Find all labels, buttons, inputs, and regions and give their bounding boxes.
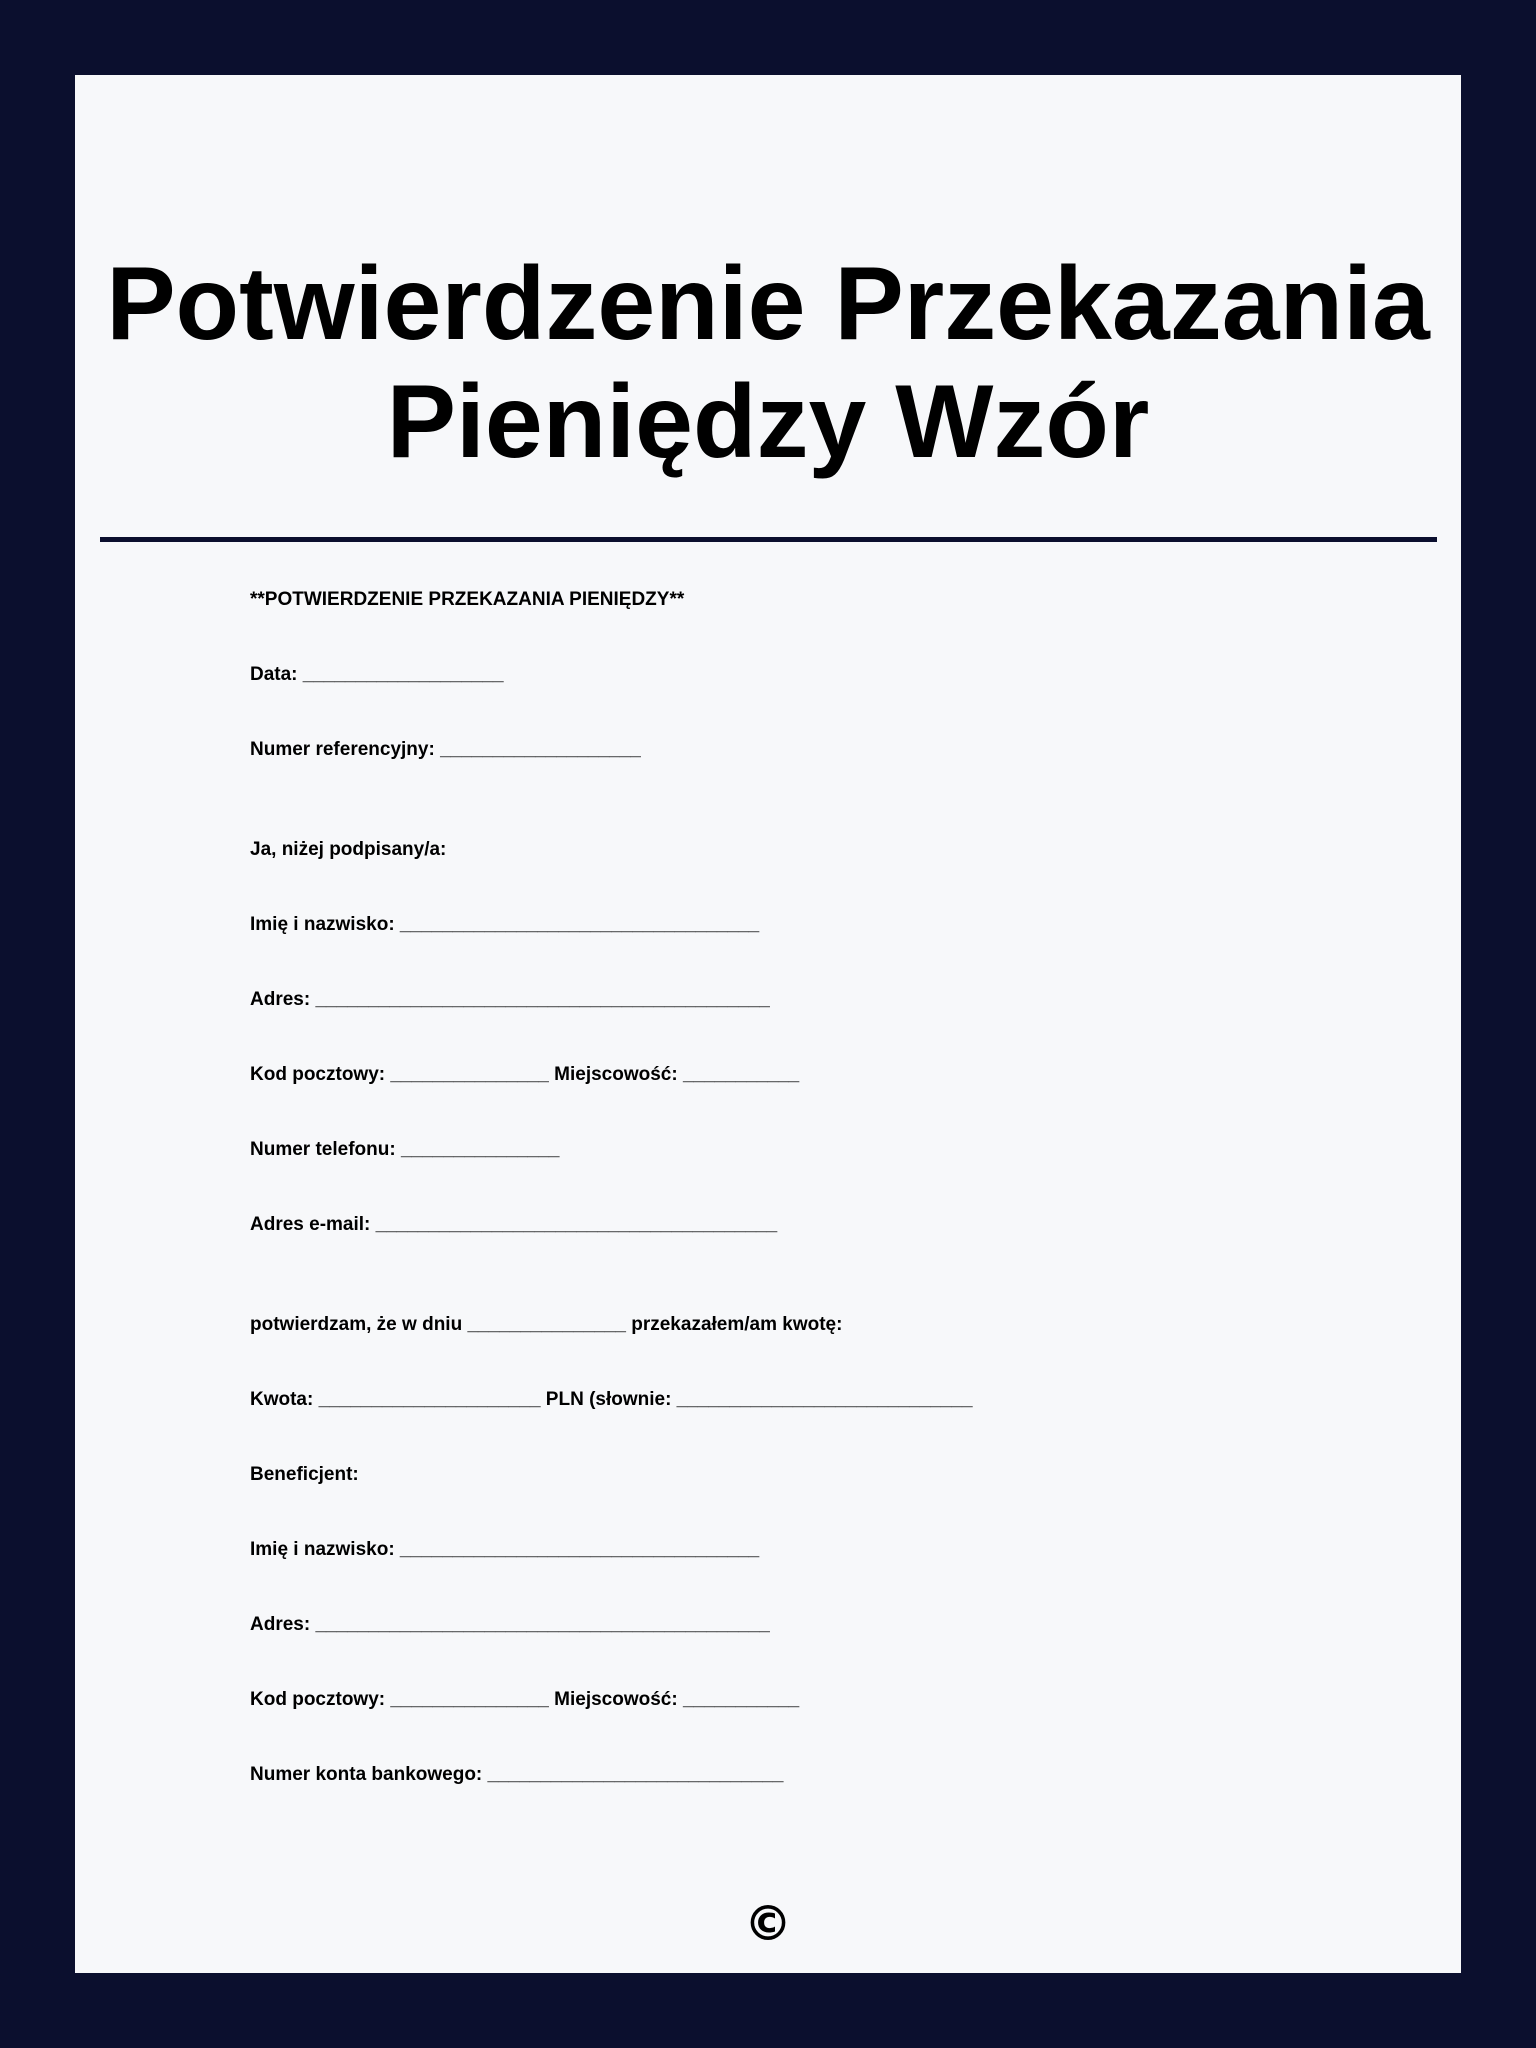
sender-postal-city-field: Kod pocztowy: _______________ Miejscowość: ___________ (250, 1064, 800, 1085)
copyright-icon: © (744, 1896, 792, 1952)
title-divider (100, 537, 1437, 542)
bank-account-field: Numer konta bankowego: ____________________________ (250, 1764, 784, 1785)
transfer-date-statement: potwierdzam, że w dniu _______________ przekazałem/am kwotę: (250, 1314, 843, 1335)
beneficiary-address-field: Adres: ___________________________________________ (250, 1614, 770, 1635)
sender-address-field: Adres: ___________________________________________ (250, 989, 770, 1010)
title-line-2: Pieniędzy Wzór (386, 364, 1150, 480)
beneficiary-label: Beneficjent: (250, 1464, 359, 1485)
undersigned-label: Ja, niżej podpisany/a: (250, 839, 447, 860)
form-heading: **POTWIERDZENIE PRZEKAZANIA PIENIĘDZY** (250, 589, 685, 610)
beneficiary-postal-city-field: Kod pocztowy: _______________ Miejscowość: ___________ (250, 1689, 800, 1710)
amount-field: Kwota: _____________________ PLN (słownie: ____________________________ (250, 1389, 973, 1410)
document-page (75, 75, 1461, 1973)
reference-number-field: Numer referencyjny: ___________________ (250, 739, 641, 760)
sender-name-field: Imię i nazwisko: __________________________________ (250, 914, 760, 935)
beneficiary-name-field: Imię i nazwisko: __________________________________ (250, 1539, 760, 1560)
date-field: Data: ___________________ (250, 664, 504, 685)
document-title (75, 245, 1461, 481)
sender-phone-field: Numer telefonu: _______________ (250, 1139, 560, 1160)
title-line-1: Potwierdzenie Przekazania (106, 246, 1430, 362)
sender-email-field: Adres e-mail: ______________________________________ (250, 1214, 778, 1235)
